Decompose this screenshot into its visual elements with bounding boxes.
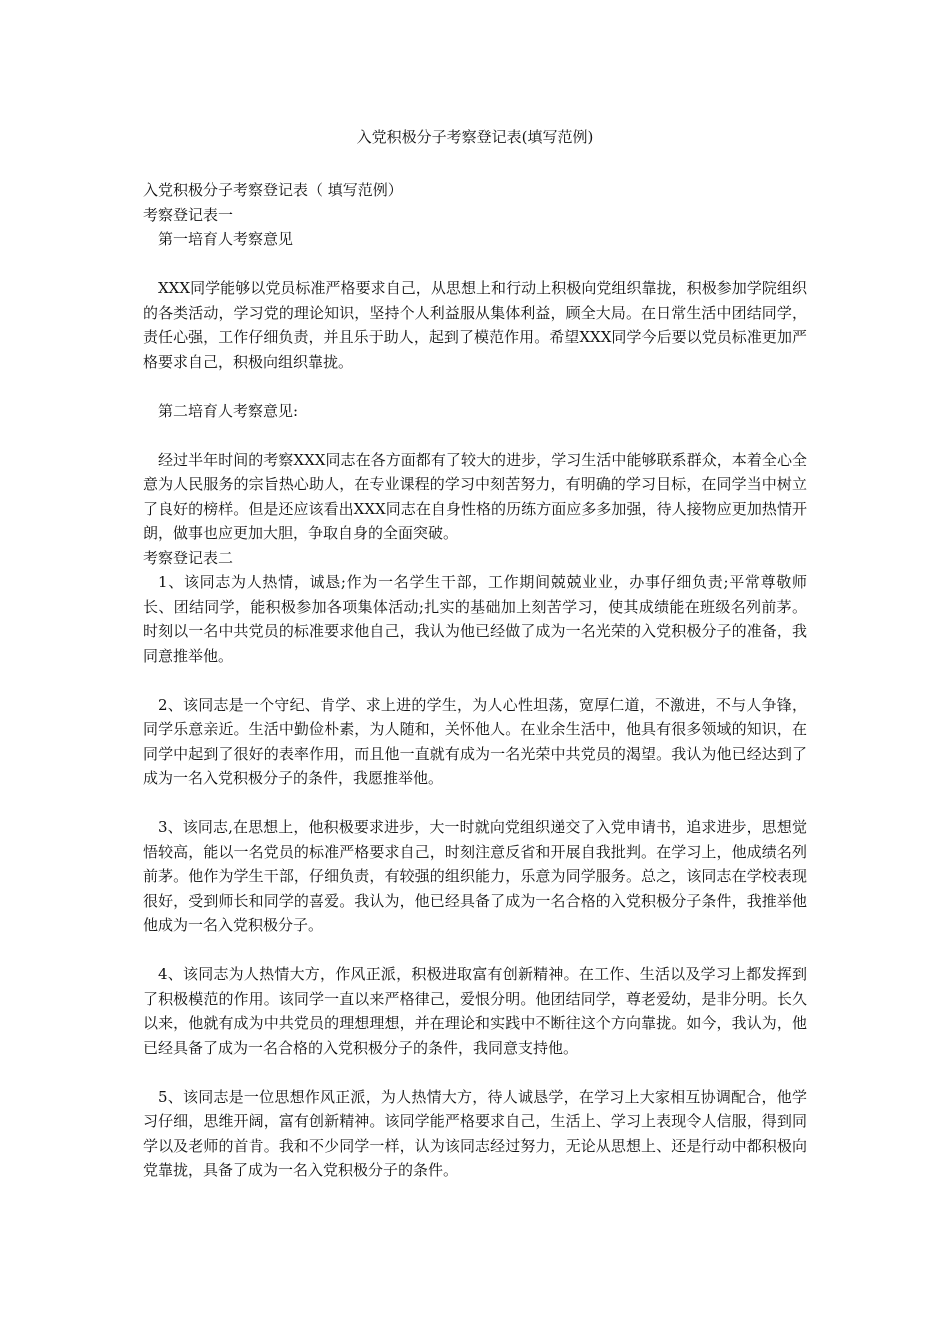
second-opinion-label: 第二培育人考察意见: [158, 401, 299, 420]
form-two-heading: 考察登记表二 [143, 548, 234, 567]
first-opinion-label: 第一培育人考察意见 [158, 230, 294, 248]
document-body [143, 178, 807, 1183]
form-two-item: 1、该同志为人热情，诚恳;作为一名学生干部，工作期间兢兢业业，办事仔细负责;平常尊敬师长、团结同学，能积极参加各项集体活动;扎实的基础加上刻苦学习，使其成绩能在班级名列前茅。时刻以一名中共党员的标准要求他自己，我认为他已经做了成为一名光荣的入党积极分子的准备，我同意推举他。 [143, 573, 807, 665]
spacer [143, 791, 807, 816]
form-two-item: 4、该同志为人热情大方，作风正派，积极进取富有创新精神。在工作、生活以及学习上都发挥到了积极模范的作用。该同学一直以来严格律己，爱恨分明。他团结同学，尊老爱幼，是非分明。长久以来，他就有成为中共党员的理想理想，并在理论和实践中不断往这个方向靠拢。如今，我认为，他已经具备了成为一名合格的入党积极分子的条件，我同意支持他。 [143, 965, 807, 1057]
spacer [143, 423, 807, 448]
form-two-item: 3、该同志,在思想上，他积极要求进步，大一时就向党组织递交了入党申请书，追求进步，思想觉悟较高，能以一名党员的标准严格要求自己，时刻注意反省和开展自我批判。在学习上，他成绩名列前茅。他作为学生干部，仔细负责，有较强的组织能力，乐意为同学服务。总之，该同志在学校表现很好，受到师长和同学的喜爱。我认为，他已经具备了成为一名合格的入党积极分子条件，我推举他他成为一名入党积极分子。 [143, 818, 807, 934]
spacer [143, 252, 807, 277]
spacer [143, 668, 807, 693]
spacer [143, 938, 807, 963]
form-two-item: 5、该同志是一位思想作风正派，为人热情大方，待人诚恳学，在学习上大家相互协调配合，他学习仔细，思维开阔，富有创新精神。该同学能严格要求自己，生活上、学习上表现令人信服，得到同学以及老师的首肯。我和不少同学一样，认为该同志经过努力，无论从思想上、还是行动中都积极向党靠拢，具备了成为一名入党积极分子的条件。 [143, 1087, 807, 1179]
first-opinion-text: XXX同学能够以党员标准严格要求自己，从思想上和行动上积极向党组织靠拢，积极参加学院组织的各类活动，学习党的理论知识，坚持个人利益服从集体利益，顾全大局。在日常生活中团结同学，责任心强，工作仔细负责，并且乐于助人，起到了模范作用。希望XXX同学今后要以党员标准更加严格要求自己，积极向组织靠拢。 [143, 279, 807, 371]
second-opinion-text: 经过半年时间的考察XXX同志在各方面都有了较大的进步，学习生活中能够联系群众，本着全心全意为人民服务的宗旨热心助人，在专业课程的学习中刻苦努力，有明确的学习目标，在同学当中树立了良好的榜样。但是还应该看出XXX同志在自身性格的历练方面应多多加强，待人接物应更加热情开朗，做事也应更加大胆，争取自身的全面突破。 [143, 450, 807, 542]
document-subtitle: 入党积极分子考察登记表（ 填写范例） [143, 181, 403, 199]
spacer [143, 374, 807, 399]
document-title: 入党积极分子考察登记表(填写范例) [356, 128, 594, 146]
spacer [143, 1060, 807, 1085]
form-one-heading: 考察登记表一 [143, 205, 234, 224]
form-two-item: 2、该同志是一个守纪、肯学、求上进的学生，为人心性坦荡，宽厚仁道，不激进，不与人争锋，同学乐意亲近。生活中勤俭朴素，为人随和，关怀他人。在业余生活中，他具有很多领域的知识，在同学中起到了很好的表率作用，而且他一直就有成为一名光荣中共党员的渴望。我认为他已经达到了成为一名入党积极分子的条件，我愿推举他。 [143, 695, 807, 787]
